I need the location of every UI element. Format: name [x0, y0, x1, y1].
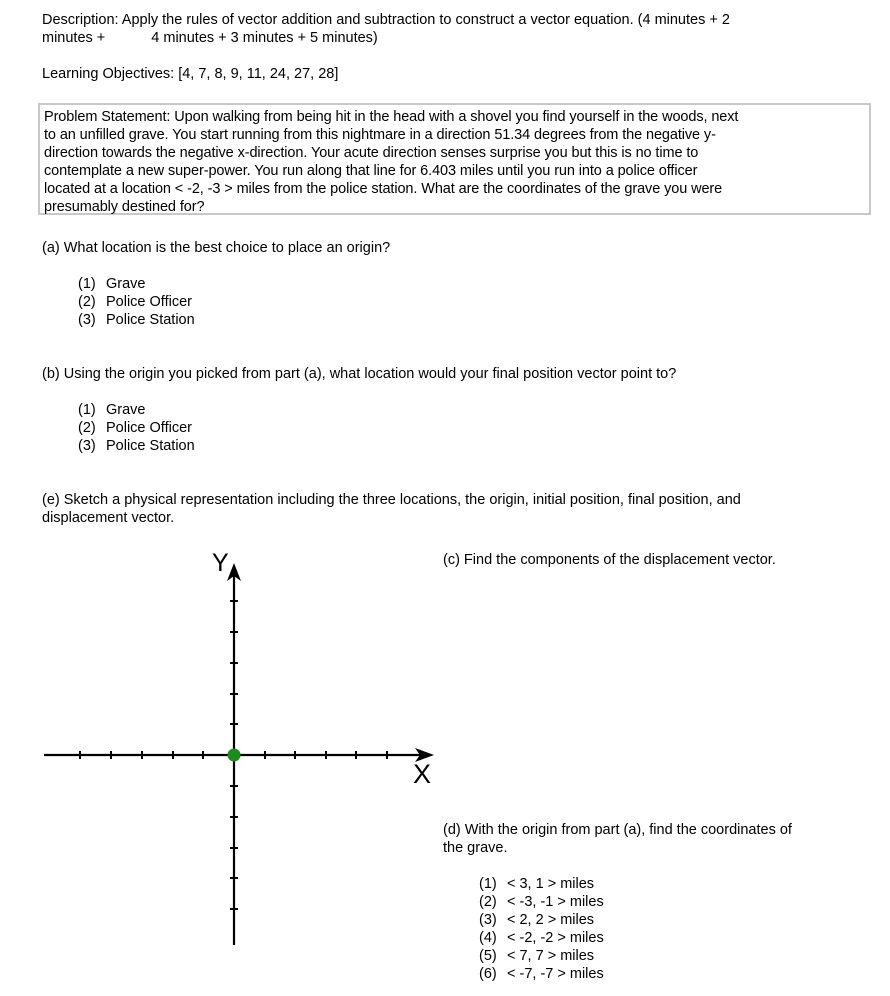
option-number: (3): [78, 438, 96, 454]
option-number: (2): [78, 420, 96, 436]
option-number: (1): [479, 876, 497, 892]
description-text-2a: minutes +: [42, 30, 106, 46]
part-b-question: (b) Using the origin you picked from part (a), what location would your final position vector point to?: [42, 366, 677, 382]
option-label: < -2, -2 > miles: [507, 930, 604, 946]
option-number: (2): [479, 894, 497, 910]
option-number: (2): [78, 294, 96, 310]
option-number: (1): [78, 276, 96, 292]
option-label: < 7, 7 > miles: [507, 948, 595, 964]
option-number: (3): [479, 912, 497, 928]
option-label: Police Officer: [106, 420, 192, 436]
option-number: (3): [78, 312, 96, 328]
option-label: < 2, 2 > miles: [507, 912, 595, 928]
problem-line: presumably destined for?: [44, 198, 205, 215]
option-label: Grave: [106, 276, 146, 292]
part-e-line1: (e) Sketch a physical representation including the three locations, the origin, initial position, final position, and: [42, 492, 741, 508]
problem-line: contemplate a new super-power. You run along that line for 6.403 miles until you run into a police officer: [44, 162, 698, 179]
option-label: Police Officer: [106, 294, 192, 310]
option-number: (6): [479, 966, 497, 982]
part-d-line1: (d) With the origin from part (a), find the coordinates of: [443, 822, 792, 838]
part-e-line2: displacement vector.: [42, 510, 175, 526]
learning-objectives-value: [4, 7, 8, 9, 11, 24, 27, 28]: [178, 66, 339, 82]
option-label: < -3, -1 > miles: [507, 894, 604, 910]
description-label: Description:: [42, 12, 119, 28]
problem-line: Problem Statement: Upon walking from being hit in the head with a shovel you find yourself in the woods, next: [44, 109, 739, 125]
learning-objectives-label: Learning Objectives:: [42, 66, 175, 82]
problem-line: to an unfilled grave. You start running from this nightmare in a direction 51.34 degrees from the negative y-: [44, 126, 716, 143]
option-label: Grave: [106, 402, 146, 418]
part-c-question: (c) Find the components of the displacement vector.: [443, 552, 776, 568]
y-axis-label: Y: [212, 549, 229, 577]
option-label: < 3, 1 > miles: [507, 876, 595, 892]
description-text: Apply the rules of vector addition and subtraction to construct a vector equation. (4 minutes + 2: [121, 12, 730, 28]
description-text-2b: 4 minutes + 3 minutes + 5 minutes): [151, 30, 378, 46]
x-axis-label: X: [413, 759, 432, 789]
problem-line: direction towards the negative x-direction. Your acute direction senses surprise you but this is no time to: [44, 144, 699, 161]
option-number: (5): [479, 948, 497, 964]
part-d-line2: the grave.: [443, 840, 508, 856]
option-label: Police Station: [106, 438, 195, 454]
option-label: Police Station: [106, 312, 195, 328]
part-a-question: (a) What location is the best choice to place an origin?: [42, 240, 391, 256]
option-label: < -7, -7 > miles: [507, 966, 604, 982]
origin-dot: [228, 749, 241, 762]
option-number: (1): [78, 402, 96, 418]
problem-line: located at a location < -2, -3 > miles from the police station. What are the coordinates of the grave you were: [44, 180, 723, 197]
option-number: (4): [479, 930, 497, 946]
